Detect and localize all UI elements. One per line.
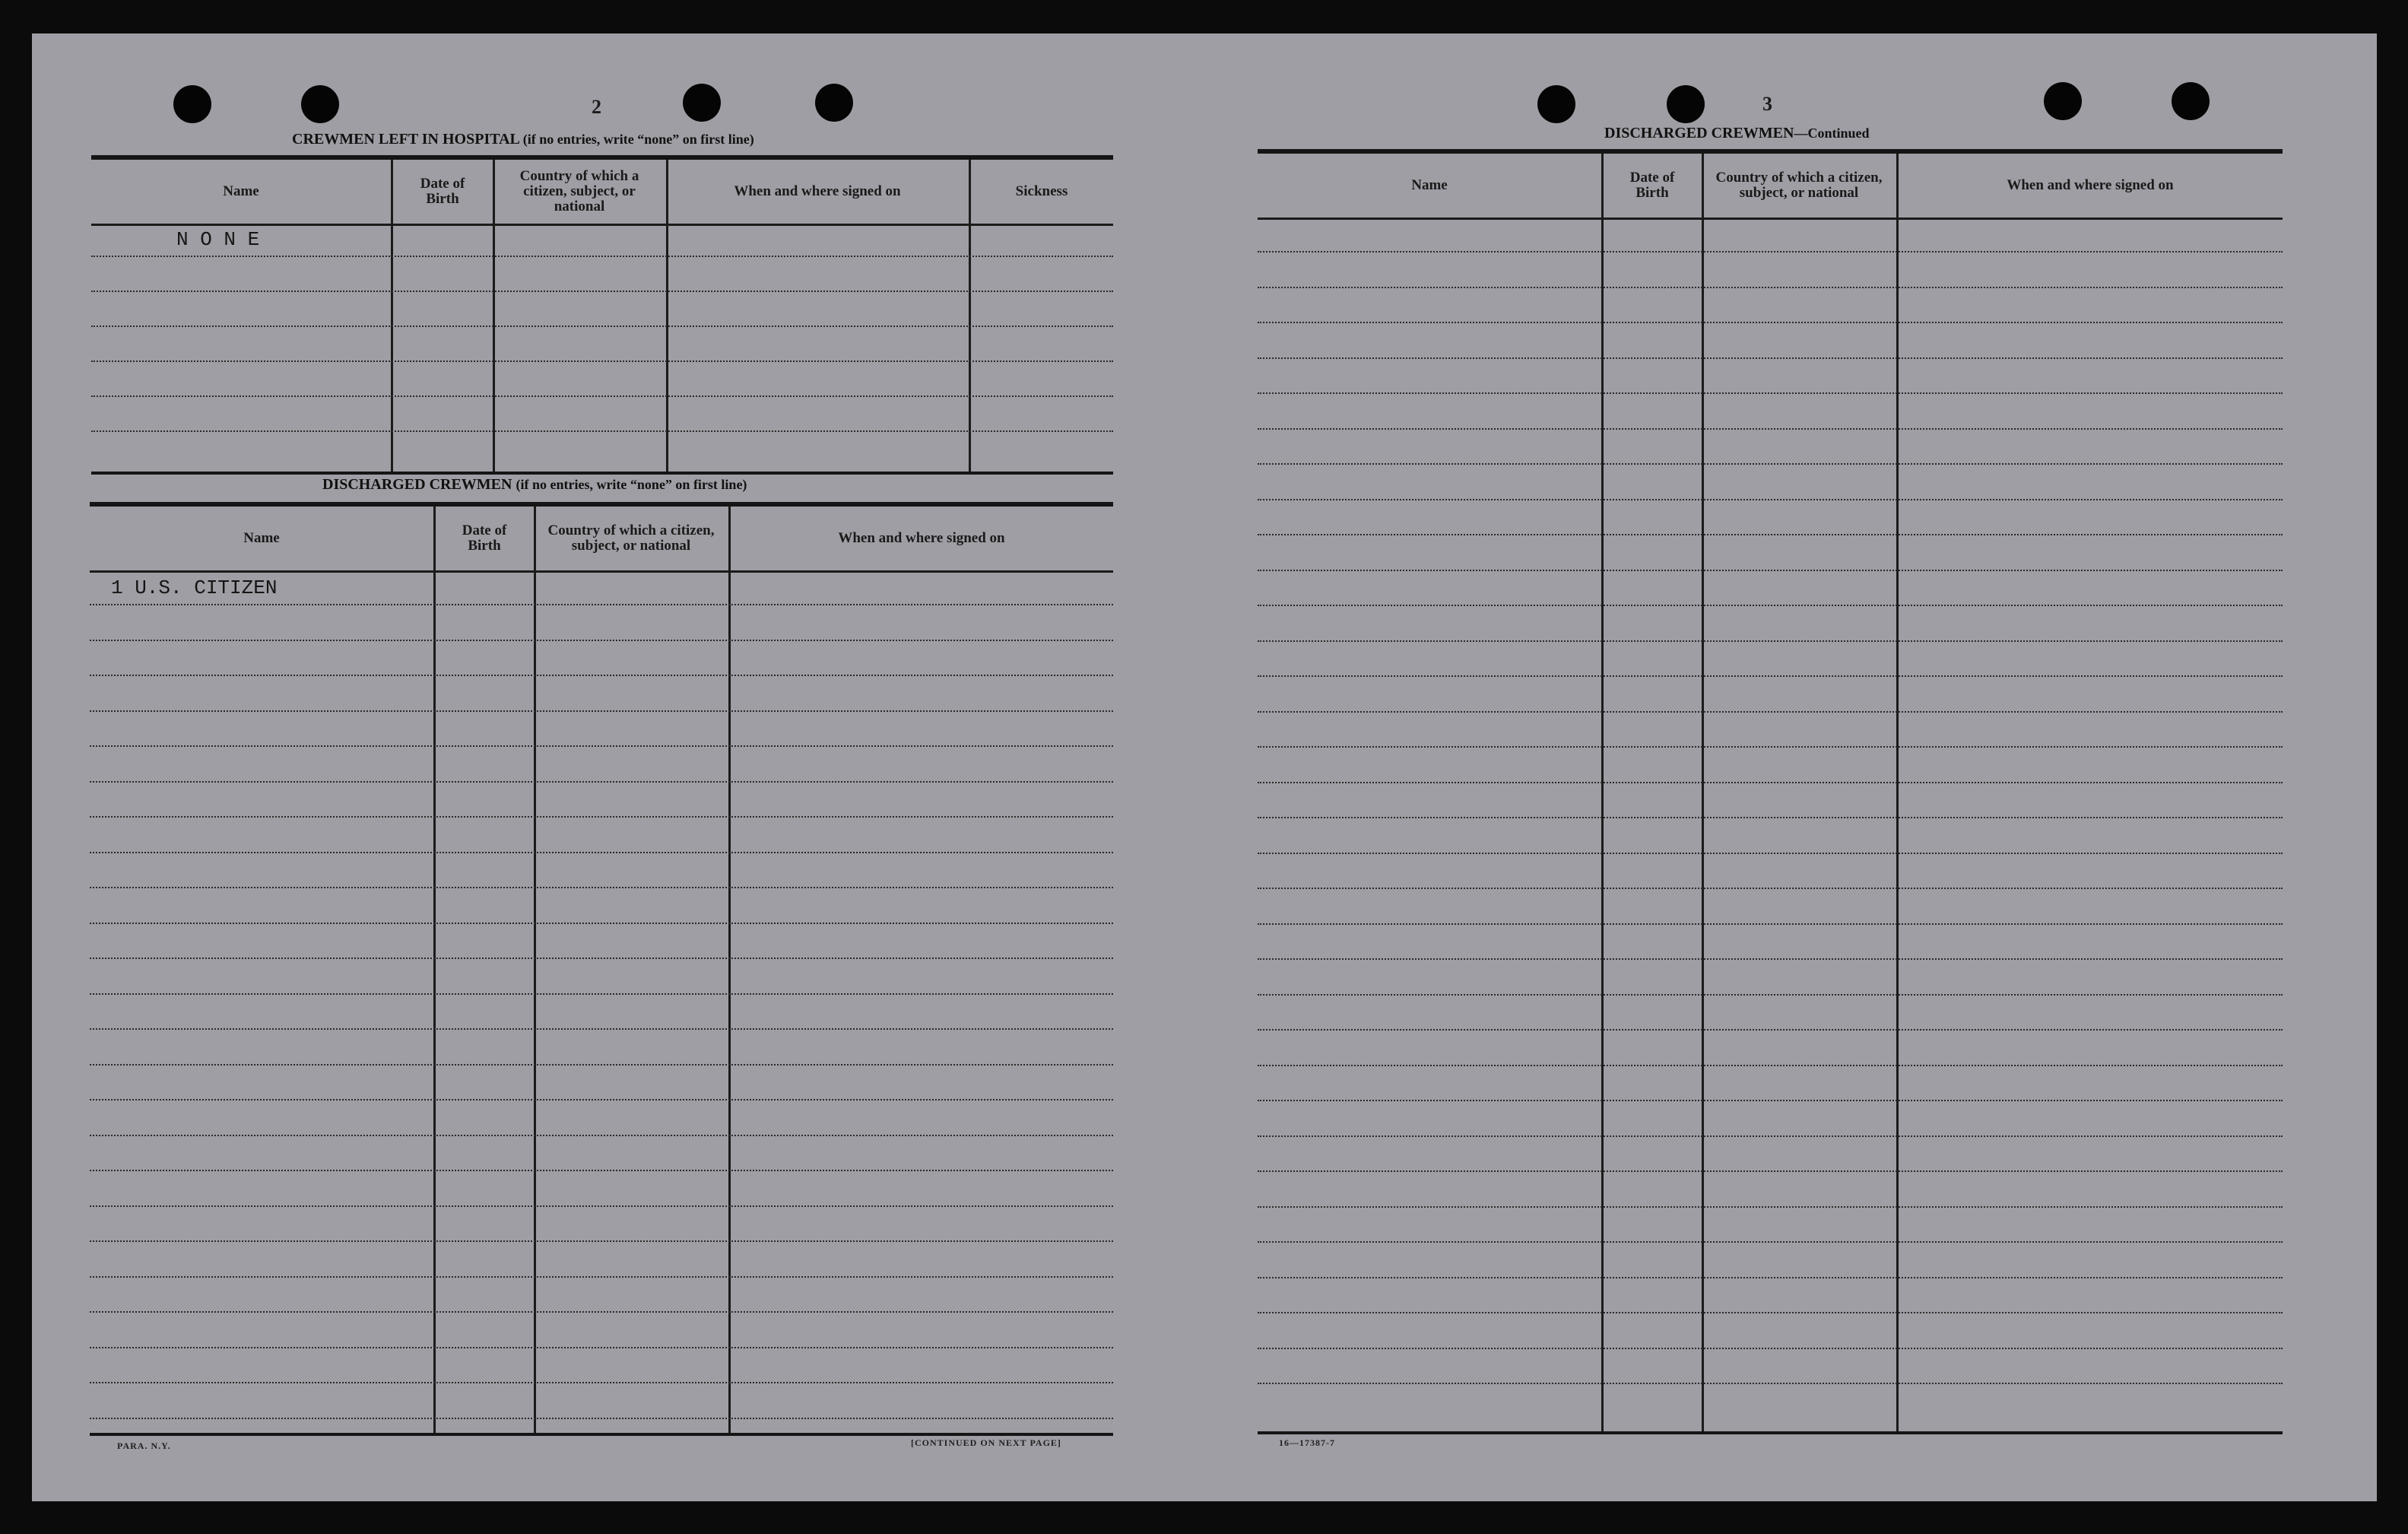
row-line — [91, 291, 1113, 292]
row-line — [1258, 958, 2283, 960]
page-number-left: 2 — [592, 96, 601, 118]
discharged-continued-table — [1258, 149, 2283, 1434]
discharged-instruction: (if no entries, write “none” on first line) — [516, 477, 747, 492]
row-line — [1258, 1383, 2283, 1384]
punch-hole — [683, 84, 721, 122]
punch-hole — [2044, 82, 2082, 120]
header-divider — [90, 570, 1113, 573]
row-line — [90, 958, 1113, 959]
column-divider — [493, 160, 495, 472]
hospital-table — [91, 155, 1113, 475]
column-header-name: Name — [223, 183, 259, 199]
row-line — [1258, 853, 2283, 854]
row-line — [1258, 499, 2283, 500]
discharged-title-text: DISCHARGED CREWMEN — [322, 476, 512, 493]
column-divider — [391, 160, 393, 472]
column-header-signed-on: When and where signed on — [734, 183, 901, 199]
row-line — [91, 256, 1113, 257]
page-number-right: 3 — [1762, 93, 1772, 115]
row-line — [1258, 1241, 2283, 1243]
row-line — [90, 1205, 1113, 1207]
row-line — [1258, 675, 2283, 677]
row-line — [1258, 1100, 2283, 1101]
row-line — [1258, 322, 2283, 323]
column-divider — [969, 160, 971, 472]
punch-hole — [1537, 85, 1575, 123]
row-line — [1258, 923, 2283, 925]
row-line — [90, 1418, 1113, 1419]
row-line — [1258, 570, 2283, 571]
column-header-country: Country of which a citizen, subject, or national — [1715, 170, 1883, 201]
column-header-date-of-birth: Date of Birth — [1629, 170, 1675, 201]
row-line — [1258, 463, 2283, 465]
row-line — [1258, 640, 2283, 642]
column-header-date-of-birth: Date of Birth — [462, 522, 507, 554]
row-line — [1258, 534, 2283, 535]
row-line — [1258, 287, 2283, 288]
row-line — [1258, 817, 2283, 818]
row-line — [91, 326, 1113, 327]
row-line — [90, 887, 1113, 888]
row-line — [90, 640, 1113, 641]
column-divider — [1702, 154, 1704, 1431]
discharged-entry: 1 U.S. CITIZEN — [111, 576, 278, 599]
row-line — [1258, 746, 2283, 748]
continued-suffix: —Continued — [1794, 125, 1870, 141]
row-line — [1258, 1348, 2283, 1349]
column-header-sickness: Sickness — [1015, 183, 1068, 199]
punch-hole — [2172, 82, 2210, 120]
column-divider — [534, 507, 536, 1433]
hospital-entry-none: N O N E — [176, 228, 260, 251]
discharged-table — [90, 502, 1113, 1436]
row-line — [91, 360, 1113, 362]
row-line — [1258, 782, 2283, 783]
punch-hole — [173, 85, 211, 123]
row-line — [1258, 1065, 2283, 1066]
row-line — [90, 604, 1113, 605]
row-line — [1258, 251, 2283, 252]
hospital-instruction: (if no entries, write “none” on first line) — [522, 132, 754, 147]
row-line — [90, 710, 1113, 712]
column-header-date-of-birth: Date of Birth — [420, 176, 465, 207]
discharged-continued-title — [1604, 125, 1870, 142]
column-header-signed-on: When and where signed on — [838, 530, 1005, 546]
column-divider — [1896, 154, 1899, 1431]
column-header-name: Name — [1411, 177, 1448, 193]
punch-hole — [301, 85, 339, 123]
column-header-name: Name — [243, 530, 280, 546]
row-line — [1258, 1206, 2283, 1208]
punch-hole — [815, 84, 853, 122]
row-line — [90, 923, 1113, 924]
row-line — [1258, 1135, 2283, 1137]
document-sheet — [32, 33, 2377, 1501]
column-divider — [666, 160, 668, 472]
row-line — [90, 1135, 1113, 1136]
footer-continued-note: [CONTINUED ON NEXT PAGE] — [911, 1437, 1061, 1448]
column-header-country: Country of which a citizen, subject, or national — [547, 522, 715, 554]
row-line — [90, 745, 1113, 747]
punch-hole — [1667, 85, 1705, 123]
hospital-section-title — [292, 131, 754, 148]
column-divider — [728, 507, 731, 1433]
row-line — [90, 675, 1113, 676]
row-line — [1258, 1029, 2283, 1031]
row-line — [1258, 357, 2283, 359]
hospital-title-text: CREWMEN LEFT IN HOSPITAL — [292, 131, 519, 148]
row-line — [1258, 994, 2283, 996]
row-line — [90, 1099, 1113, 1100]
row-line — [1258, 1277, 2283, 1278]
row-line — [90, 1311, 1113, 1313]
column-divider — [1601, 154, 1604, 1431]
row-line — [1258, 1170, 2283, 1172]
discharged-continued-title-text: DISCHARGED CREWMEN — [1604, 125, 1794, 141]
row-line — [1258, 888, 2283, 889]
row-line — [90, 1170, 1113, 1171]
footer-printer-mark: PARA. N.Y. — [117, 1440, 171, 1451]
row-line — [90, 1240, 1113, 1242]
row-line — [90, 1276, 1113, 1278]
row-line — [1258, 428, 2283, 430]
row-line — [90, 852, 1113, 853]
row-line — [90, 1347, 1113, 1348]
header-divider — [1258, 218, 2283, 220]
row-line — [1258, 392, 2283, 394]
row-line — [1258, 1312, 2283, 1313]
row-line — [1258, 711, 2283, 713]
row-line — [90, 1382, 1113, 1383]
row-line — [90, 993, 1113, 995]
column-header-signed-on: When and where signed on — [2007, 177, 2174, 193]
header-divider — [91, 224, 1113, 226]
row-line — [90, 1028, 1113, 1030]
row-line — [91, 430, 1113, 432]
footer-form-number: 16—17387-7 — [1279, 1437, 1335, 1448]
row-line — [90, 816, 1113, 818]
row-line — [91, 395, 1113, 397]
row-line — [1258, 605, 2283, 606]
column-header-country: Country of which a citizen, subject, or national — [519, 168, 639, 214]
row-line — [90, 1064, 1113, 1066]
discharged-section-title — [322, 476, 747, 494]
column-divider — [433, 507, 436, 1433]
row-line — [90, 781, 1113, 783]
